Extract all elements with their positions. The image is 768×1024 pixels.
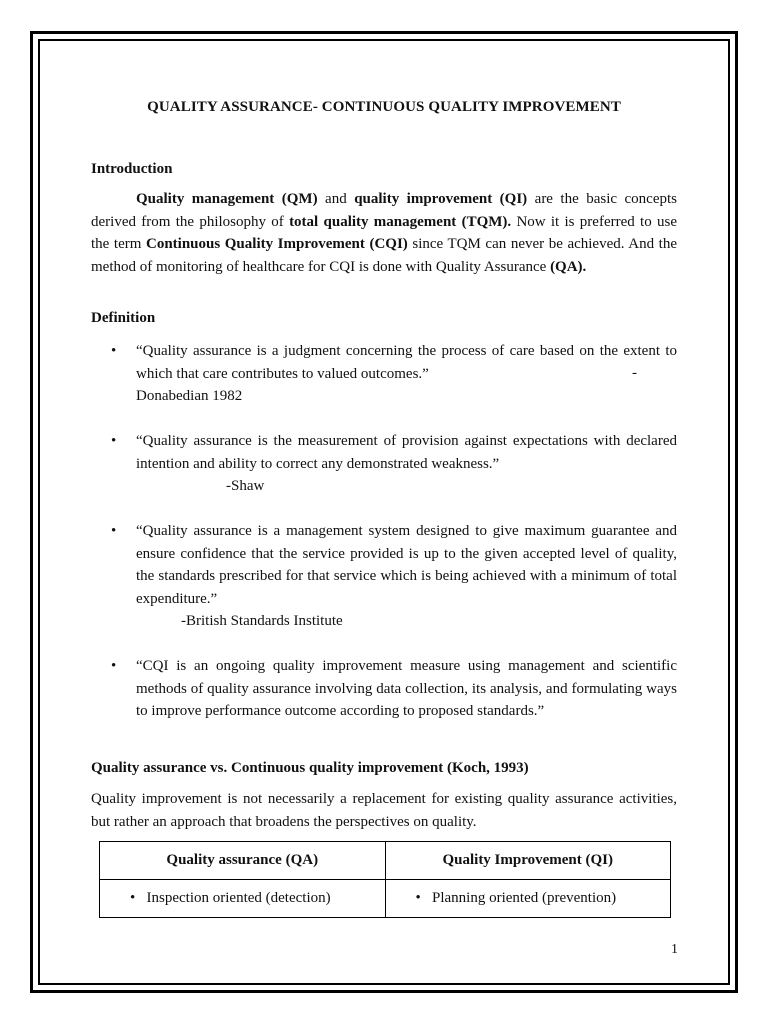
definition-quote: “Quality assurance is a judgment concerning the process of care based on the extent to which that care contributes to valued outcomes.” (136, 343, 677, 382)
definition-quote: “Quality assurance is the measurement of provision against expectations with declared intention and ability to correct any demonstrated weakness.” (136, 433, 677, 472)
qi-term: quality improvement (QI) (354, 191, 528, 207)
bullet-icon: • (415, 890, 421, 906)
table-header-qi: Quality Improvement (QI) (385, 842, 671, 880)
page-number: 1 (671, 942, 678, 957)
attribution: -Shaw (226, 478, 265, 494)
table-row (100, 880, 671, 918)
definition-quote: “Quality assurance is a management system designed to give maximum guarantee and ensure confidence that the service provided is up to the given accepted level of quality, the standards prescribed for that service which is being achieved with a minimum of total expenditure.” (136, 523, 677, 607)
bullet-icon: • (111, 658, 117, 674)
introduction-heading: Introduction (91, 161, 173, 177)
qa-term: (QA). (550, 258, 587, 275)
comparison-paragraph: Quality improvement is not necessarily a replacement for existing quality assurance activities, but rather an approach that broadens the perspectives on quality. (91, 791, 677, 830)
bullet-icon: • (111, 343, 117, 359)
table-header-row (100, 842, 671, 880)
comparison-heading: Quality assurance vs. Continuous quality improvement (Koch, 1993) (91, 760, 529, 776)
table-cell: • Inspection oriented (detection) (100, 880, 386, 918)
table-header-qa: Quality assurance (QA) (100, 842, 386, 880)
qm-term: Quality management (QM) (136, 191, 318, 207)
tqm-term: total quality management (TQM). (289, 213, 512, 230)
definition-heading: Definition (91, 310, 156, 326)
bullet-icon: • (130, 890, 136, 906)
cqi-term: Continuous Quality Improvement (CQI) (145, 236, 408, 252)
definition-quote: “CQI is an ongoing quality improvement measure using management and scientific methods of quality assurance involving data collection, its analysis, and formulating ways to improve performance outcome according to proposed standards.” (136, 658, 677, 719)
bullet-icon: • (111, 433, 117, 449)
attribution-dash: - (632, 365, 637, 381)
attribution: -British Standards Institute (181, 613, 343, 629)
attribution: Donabedian 1982 (136, 388, 243, 404)
introduction-paragraph: Quality management (QM) and quality improvement (QI) are the basic concepts derived from the philosophy of total quality management (TQM). Now it is preferred to use the term Continuous Quality Improvement (CQI) since TQM can never be achieved. And the method of monitoring of healthcare for CQI is done with Quality Assurance (QA). (91, 191, 677, 275)
table-cell: • Planning oriented (prevention) (385, 880, 671, 918)
comparison-table (99, 841, 671, 918)
document-title: QUALITY ASSURANCE- CONTINUOUS QUALITY IMPROVEMENT (147, 99, 621, 115)
bullet-icon: • (111, 523, 117, 539)
